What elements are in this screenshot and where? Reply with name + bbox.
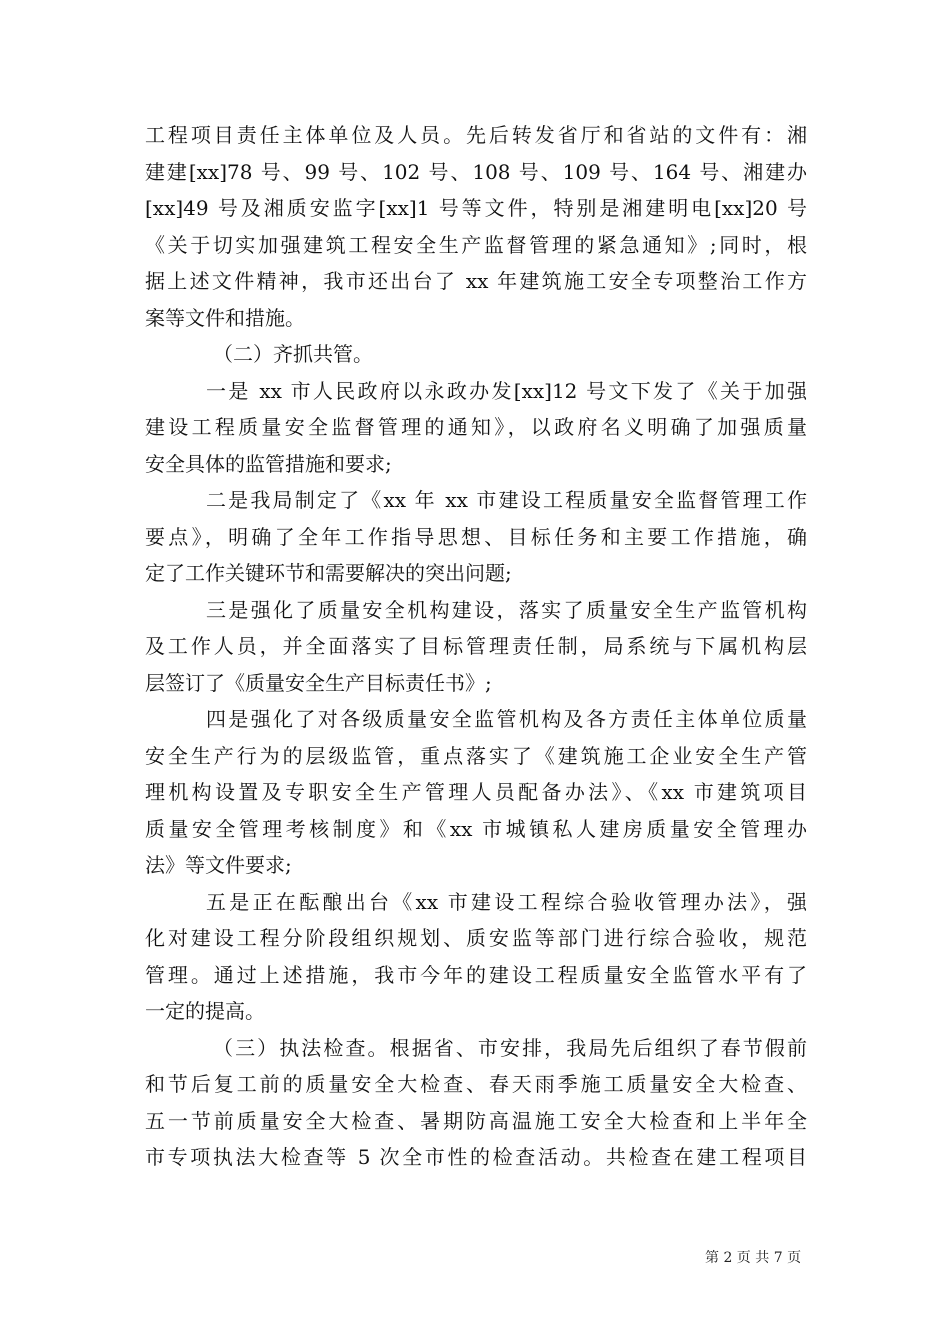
text-line: 一是 xx 市人民政府以永政办发[xx]12 号文下发了《关于加强 [206,378,807,403]
text-line: 定了工作关键环节和需要解决的突出问题; [145,561,512,585]
text-line: 建设工程质量安全监督管理的通知》，以政府名义明确了加强质量 [145,415,807,439]
text-line: 工程项目责任主体单位及人员。先后转发省厅和省站的文件有：湘 [145,123,807,147]
text-line: 安全生产行为的层级监管，重点落实了《建筑施工企业安全生产管 [145,743,807,768]
text-line: 案等文件和措施。 [145,305,305,330]
text-line: 及工作人员，并全面落实了目标管理责任制，局系统与下属机构层 [145,634,807,658]
page-number: 第 2 页 共 7 页 [705,1250,802,1266]
text-line: 据上述文件精神，我市还出台了 xx 年建筑施工安全专项整治工作方 [145,269,807,293]
text-line: 化对建设工程分阶段组织规划、质安监等部门进行综合验收，规范 [145,926,807,950]
text-line: 要点》，明确了全年工作指导思想、目标任务和主要工作措施，确 [145,524,807,549]
text-line: 理机构设置及专职安全生产管理人员配备办法》、《xx 市建筑项目 [145,780,807,804]
text-line: 层签订了《质量安全生产目标责任书》; [145,670,492,695]
text-line: 法》等文件要求; [145,853,292,877]
text-line: 五一节前质量安全大检查、暑期防高温施工安全大检查和上半年全 [145,1108,807,1133]
text-line: 《关于切实加强建筑工程安全生产监督管理的紧急通知》;同时，根 [145,232,807,257]
text-line: 五是正在酝酿出台《xx 市建设工程综合验收管理办法》，强 [206,889,807,914]
text-line: （二）齐抓共管。 [213,342,373,366]
text-line: [xx]49 号及湘质安监字[xx]1 号等文件，特别是湘建明电[xx]20 号 [145,196,807,220]
text-line: （三）执法检查。根据省、市安排，我局先后组织了春节假前 [213,1035,807,1060]
text-line: 和节后复工前的质量安全大检查、春天雨季施工质量安全大检查、 [145,1072,807,1096]
text-line: 三是强化了质量安全机构建设，落实了质量安全生产监管机构 [206,597,807,622]
body-text [145,117,807,1176]
text-line: 二是我局制定了《xx 年 xx 市建设工程质量安全监督管理工作 [206,488,807,512]
text-line: 管理。通过上述措施，我市今年的建设工程质量安全监管水平有了 [145,962,807,987]
text-line: 建建[xx]78 号、99 号、102 号、108 号、109 号、164 号、湘建办 [145,159,807,184]
text-line: 市专项执法大检查等 5 次全市性的检查活动。共检查在建工程项目 [145,1145,807,1169]
text-line: 安全具体的监管措施和要求; [145,451,392,476]
text-line: 四是强化了对各级质量安全监管机构及各方责任主体单位质量 [206,707,807,731]
text-line: 质量安全管理考核制度》和《xx 市城镇私人建房质量安全管理办 [145,816,807,841]
text-line: 一定的提高。 [145,999,265,1023]
